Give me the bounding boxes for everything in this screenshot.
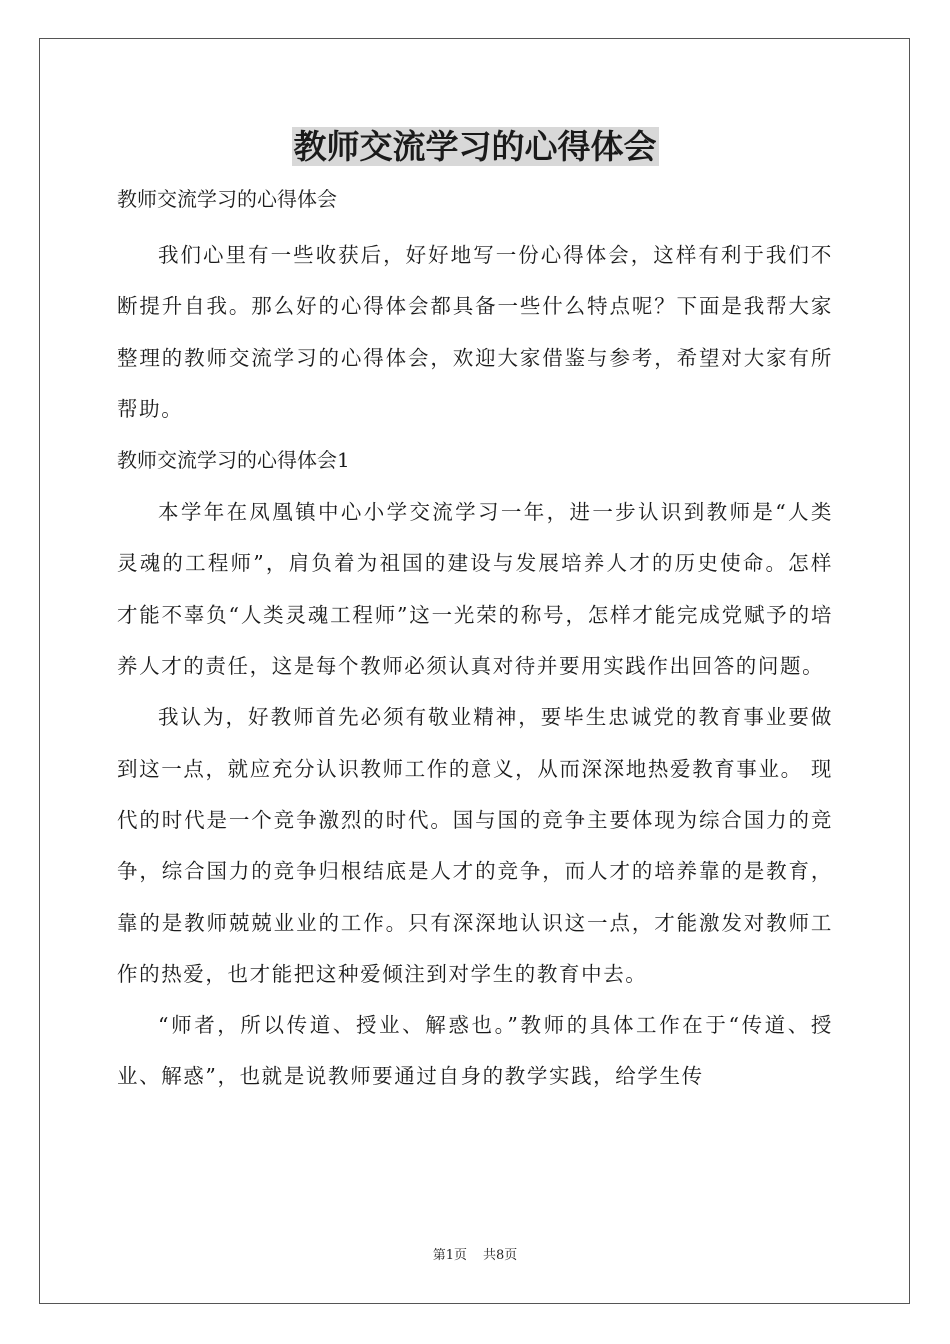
document-title <box>0 124 950 170</box>
body-paragraph-3: “师者，所以传道、授业、解惑也。”教师的具体工作在于“传道、授业、解惑”，也就是说教师要通过自身的教学实践，给学生传 <box>117 1013 833 1089</box>
intro-paragraph: 我们心里有一些收获后，好好地写一份心得体会，这样有利于我们不断提升自我。那么好的心得体会都具备一些什么特点呢？下面是我帮大家整理的教师交流学习的心得体会，欢迎大家借鉴与参考，希望对大家有所帮助。 <box>117 243 833 421</box>
page-footer <box>0 1247 950 1265</box>
body-paragraph-1: 本学年在凤凰镇中心小学交流学习一年，进一步认识到教师是“人类灵魂的工程师”，肩负着为祖国的建设与发展培养人才的历史使命。怎样才能不辜负“人类灵魂工程师”这一光荣的称号，怎样才能完成党赋予的培养人才的责任，这是每个教师必须认真对待并要用实践作出回答的问题。 <box>117 500 833 679</box>
document-title-text: 教师交流学习的心得体会 <box>293 127 657 166</box>
page-number: 第1页 <box>432 1248 467 1263</box>
page-total: 共8页 <box>483 1248 518 1263</box>
body-paragraph-2: 我认为，好教师首先必须有敬业精神，要毕生忠诚党的教育事业要做到这一点，就应充分认识教师工作的意义，从而深深地热爱教育事业。 现代的时代是一个竞争激烈的时代。国与国的竞争主要体现为综合国力的竞争，综合国力的竞争归根结底是人才的竞争，而人才的培养靠的是教育，靠的是教师兢兢业业的工作。只有深深地认识这一点，才能激发对教师工作的热爱，也才能把这种爱倾注到对学生的教育中去。 <box>117 705 833 986</box>
document-subtitle: 教师交流学习的心得体会 <box>117 187 337 211</box>
document-body <box>117 176 833 1103</box>
section-heading: 教师交流学习的心得体会1 <box>117 448 350 473</box>
